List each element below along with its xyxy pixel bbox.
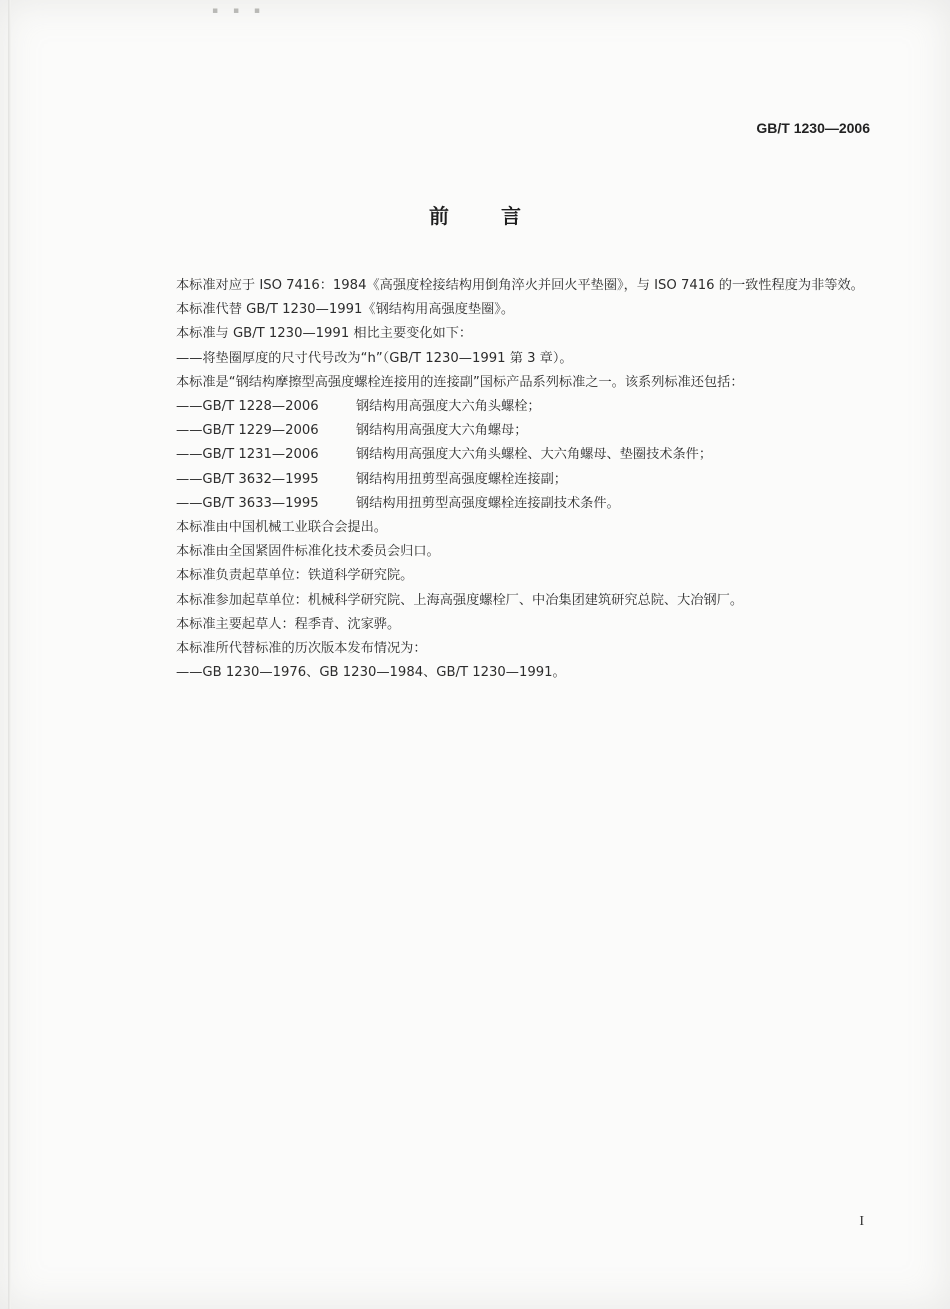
paragraph-drafted-by: 本标准负责起草单位：铁道科学研究院。 xyxy=(176,568,414,584)
series-item xyxy=(148,419,870,443)
paragraph-managed-by: 本标准由全国紧固件标准化技术委员会归口。 xyxy=(176,544,440,560)
series-code: ——GB/T 1231—2006 xyxy=(176,447,319,463)
scan-edge xyxy=(8,0,11,1309)
paragraph-changes: 本标准与 GB/T 1230—1991 相比主要变化如下： xyxy=(176,326,473,342)
series-title: 钢结构用扭剪型高强度螺栓连接副； xyxy=(356,471,567,487)
series-code: ——GB/T 1228—2006 xyxy=(176,399,319,415)
series-code: ——GB/T 1229—2006 xyxy=(176,423,319,439)
paragraph-iso-correspondence: 本标准对应于 ISO 7416：1984《高强度栓接结构用倒角淬火并回火平垫圈》，与 ISO 7416 的一致性程度为非等效。 xyxy=(176,278,864,293)
foreword-body xyxy=(148,274,870,685)
page-number: I xyxy=(859,1214,864,1229)
series-title: 钢结构用高强度大六角头螺栓、大六角螺母、垫圈技术条件； xyxy=(356,447,713,463)
series-title: 钢结构用扭剪型高强度螺栓连接副技术条件。 xyxy=(356,495,620,511)
series-code: ——GB/T 3633—1995 xyxy=(176,495,319,511)
history-item: ——GB 1230—1976、GB 1230—1984、GB/T 1230—1991。 xyxy=(176,665,566,681)
series-code: ——GB/T 3632—1995 xyxy=(176,471,319,487)
series-item xyxy=(148,468,870,492)
top-stamp: ▪ ▪ ▪ xyxy=(212,6,267,16)
paragraph-series: 本标准是“钢结构摩擦型高强度螺栓连接用的连接副”国标产品系列标准之一。该系列标准还包括： xyxy=(176,374,744,390)
page-title: 前言 xyxy=(429,204,573,228)
paragraph-replaces: 本标准代替 GB/T 1230—1991《钢结构用高强度垫圈》。 xyxy=(176,302,515,318)
paragraph-participants: 本标准参加起草单位：机械科学研究院、上海高强度螺栓厂、中冶集团建筑研究总院、大冶钢厂。 xyxy=(176,592,744,608)
series-title: 钢结构用高强度大六角螺母； xyxy=(356,423,528,439)
paragraph-history-intro: 本标准所代替标准的历次版本发布情况为： xyxy=(176,641,427,657)
series-item xyxy=(148,492,870,516)
series-item xyxy=(148,395,870,419)
series-title: 钢结构用高强度大六角头螺栓； xyxy=(356,399,541,415)
paragraph-proposed-by: 本标准由中国机械工业联合会提出。 xyxy=(176,520,387,536)
change-item: ——将垫圈厚度的尺寸代号改为“h”（GB/T 1230—1991 第 3 章）。 xyxy=(176,350,573,366)
standard-code: GB/T 1230—2006 xyxy=(756,120,870,136)
series-item xyxy=(148,443,870,467)
paragraph-drafters: 本标准主要起草人：程季青、沈家骅。 xyxy=(176,616,401,632)
